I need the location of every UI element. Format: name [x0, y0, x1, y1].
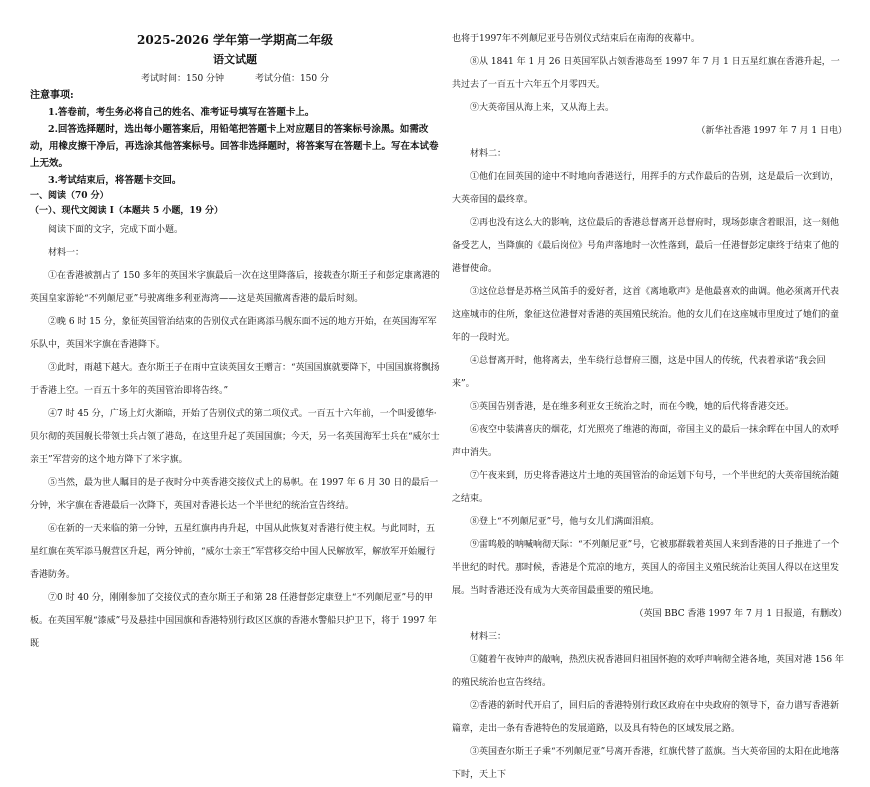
- instruction-text: 阅读下面的文字，完成下面小题。: [48, 225, 184, 235]
- material2-para-3: ③这位总督是苏格兰风笛手的爱好者，这首《离地歌声》是他最喜欢的曲调。他必须离开代表这座城市的住所，象征这位港督对香港的英国殖民统治。他的女儿们在这座城市里度过了她们的童年的一段时光。: [452, 287, 840, 343]
- material2-para-5: ⑤英国告别香港，是在维多利亚女王统治之时，而在今晚，她的后代将香港交还。: [470, 402, 795, 412]
- material2-para-2: ②再也没有这么大的影响，这位最后的香港总督离开总督府时，现场彭康含着眼泪，这一刻他备受艺人，当降旗的《最后岗位》号角声落地时一次性落到，最后一任港督彭定康终于结束了他的港督使命。: [452, 218, 840, 274]
- material3-label: 材料三：: [470, 632, 507, 642]
- material2-para-7: ⑦午夜来到，历史将香港这片土地的英国管治的命运划下句号，一个半世纪的大英帝国统治随之结束。: [452, 471, 840, 504]
- notes-heading: 注意事项:: [30, 90, 74, 101]
- notes-item-1: 1.答卷前，考生务必将自己的姓名、准考证号填写在答题卡上。: [48, 107, 315, 118]
- material1-para-continued: 也将于1997年不列颠尼亚号告别仪式结束后在南海的夜幕中。: [452, 34, 700, 44]
- material1-source: （新华社香港 1997 年 7 月 1 日电）: [696, 126, 847, 136]
- material1-label: 材料一：: [48, 248, 85, 258]
- notes-item-3: 3.考试结束后，将答题卡交回。: [48, 175, 182, 186]
- right-column: [452, 0, 847, 780]
- exam-meta: [30, 70, 440, 88]
- exam-score: 考试分值：150 分: [254, 74, 329, 84]
- material2-source: （英国 BBC 香港 1997 年 7 月 1 日报道，有删改）: [634, 609, 847, 619]
- material2-para-1: ①他们在回英国的途中不时地向香港送行，用挥手的方式作最后的告别，这是最后一次到访，大英帝国的最终章。: [452, 172, 840, 205]
- left-column: [30, 0, 440, 649]
- material2-para-6: ⑥夜空中装满喜庆的烟花，灯光照亮了维港的海面，帝国主义的最后一抹余晖在中国人的欢呼声中消失。: [452, 425, 840, 458]
- material1-para-9: ⑨大英帝国从海上来，又从海上去。: [470, 103, 615, 113]
- material3-para-3: ③英国查尔斯王子乘“不列颠尼亚”号离开香港，红旗代替了蓝旗。当大英帝国的太阳在此地落下时，天上下: [452, 747, 840, 780]
- material1-para-6: ⑥在新的一天来临的第一分钟，五星红旗冉冉升起，中国从此恢复对香港行使主权。与此同时，五星红旗在英军添马舰营区升起，两分钟前，“威尔士亲王”军营移交给中国人民解放军，解放军开始履行香港防务。: [30, 524, 436, 580]
- part1-heading: 一、阅读（70 分）: [30, 191, 109, 201]
- material1-para-5: ⑤当然，最为世人瞩目的是子夜时分中英香港交接仪式上的易帜。在 1997 年 6 月 30 日的最后一分钟，米字旗在香港最后一次降下，英国对香港长达一个半世纪的统治宣告终结。: [30, 478, 439, 511]
- exam-subject: 语文试题: [213, 53, 257, 66]
- material2-label: 材料二：: [470, 149, 507, 159]
- material2-para-4: ④总督离开时，他将离去，坐车绕行总督府三圈，这是中国人的传统，代表着承诺“我会回来”。: [452, 356, 826, 389]
- part1-subheading: （一）、现代文阅读 I（本题共 5 小题，19 分）: [30, 206, 224, 216]
- material2-para-8: ⑧登上“不列颠尼亚”号，他与女儿们满面泪痕。: [470, 517, 660, 527]
- exam-title: 2025-2026 学年第一学期高二年级: [137, 33, 333, 47]
- exam-time: 考试时间：150 分钟: [141, 74, 225, 84]
- notes-item-2: 2.回答选择题时，选出每小题答案后，用铅笔把答题卡上对应题目的答案标号涂黑。如需改动，用橡皮擦干净后，再选涂其他答案标号。回答非选择题时，将答案写在答题卡上。写在本试卷上无效。: [30, 124, 439, 169]
- material3-para-1: ①随着午夜钟声的敲响，热烈庆祝香港回归祖国怀抱的欢呼声响彻全港各地，英国对港 156 年的殖民统治也宣告终结。: [452, 655, 844, 688]
- material1-para-8: ⑧从 1841 年 1 月 26 日英国军队占领香港岛至 1997 年 7 月 1 日五星红旗在香港升起，一共过去了一百五十六年五个月零四天。: [452, 57, 840, 90]
- material1-para-7: ⑦0 时 40 分，刚刚参加了交接仪式的查尔斯王子和第 28 任港督彭定康登上“不列颠尼亚”号的甲板。在英国军舰“漆威”号及悬挂中国国旗和香港特别行政区区旗的香港水警船只护卫下，将于 1997 年既: [30, 593, 437, 649]
- material1-para-1: ①在香港被割占了 150 多年的英国米字旗最后一次在这里降落后，接载查尔斯王子和彭定康离港的英国皇家游轮“不列颠尼亚”号驶离维多利亚海湾——这是英国撤离香港的最后时刻。: [30, 271, 440, 304]
- material1-para-2: ②晚 6 时 15 分，象征英国管治结束的告别仪式在距离添马舰东面不远的地方开始，在英国海军军乐队中，英国米字旗在香港降下。: [30, 317, 437, 350]
- material1-para-4: ④7 时 45 分，广场上灯火渐暗，开始了告别仪式的第二项仪式。一百五十六年前，一个叫爱德华·贝尔彻的英国舰长带领士兵占领了港岛，在这里升起了英国国旗；今天，另一名英国海军士兵在“威尔士亲王”军营旁的这个地方降下了米字旗。: [30, 409, 440, 465]
- material3-para-2: ②香港的新时代开启了，回归后的香港特别行政区政府在中央政府的领导下，奋力谱写香港新篇章，走出一条有香港特色的发展道路，以及具有特色的区域发展之路。: [452, 701, 840, 734]
- material1-para-3: ③此时，雨越下越大。查尔斯王子在雨中宣读英国女王赠言：“英国国旗就要降下，中国国旗将飘扬于香港上空。一百五十多年的英国管治即将告终。”: [30, 363, 440, 396]
- material2-para-9: ⑨雷鸣般的呐喊响彻天际：“不列颠尼亚”号，它被那群载着英国人来到香港的日子推进了一个半世纪的时代。那时候，香港是个荒凉的地方，英国人的帝国主义殖民统治让英国人得以在这里发展。当时香港还没有成为大英帝国最重要的殖民地。: [452, 540, 840, 596]
